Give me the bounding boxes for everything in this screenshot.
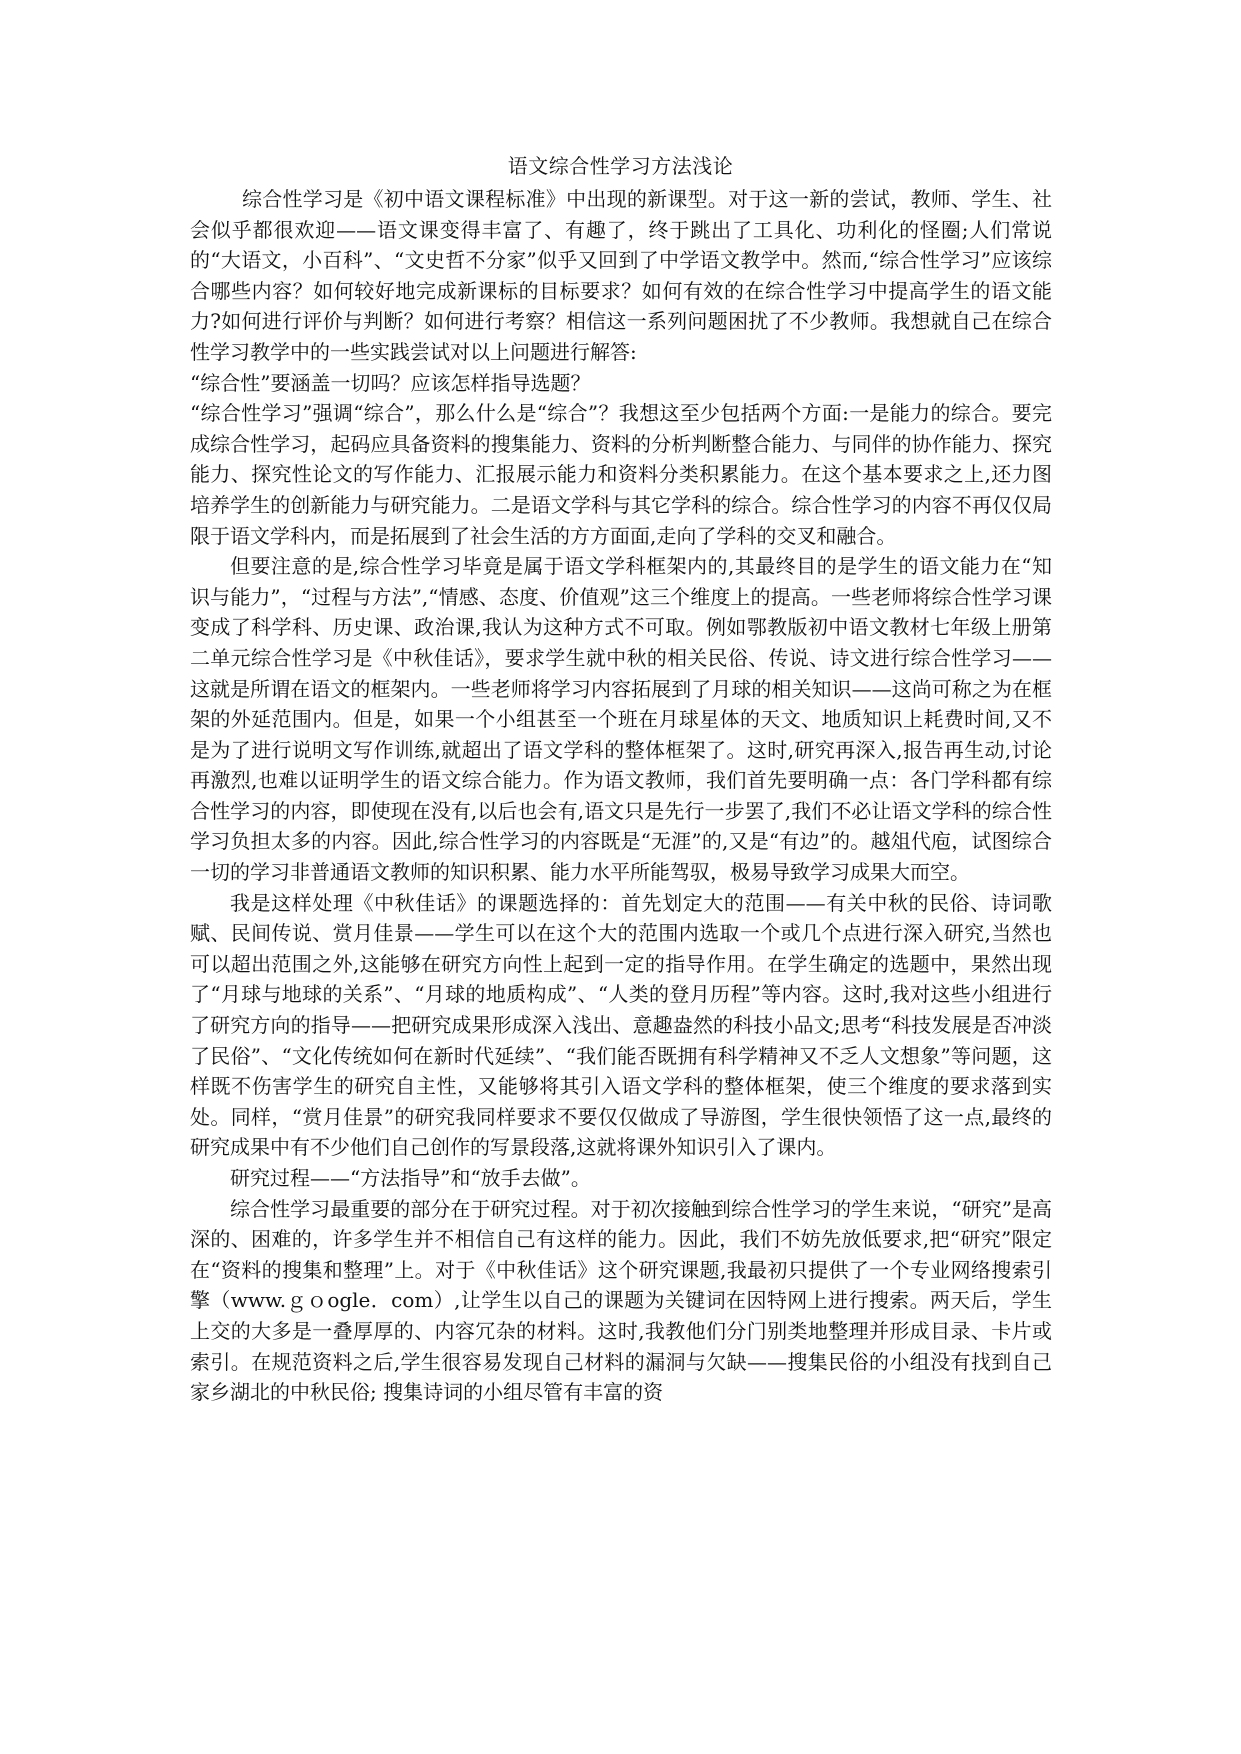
paragraph-topic-example: 我是这样处理《中秋佳话》的课题选择的：首先划定大的范围——有关中秋的民俗、诗词歌赋、民间传说、赏月佳景——学生可以在这个大的范围内选取一个或几个点进行深入研究,当然也可以超出范围之外,这能够在研究方向性上起到一定的指导作用。在学生确定的选题中，果然出现了“月球与地球的关系”、“月球的地质构成”、“人类的登月历程”等内容。这时,我对这些小组进行了研究方向的指导——把研究成果形成深入浅出、意趣盎然的科技小品文;思考“科技发展是否冲淡了民俗”、“文化传统如何在新时代延续”、“我们能否既拥有科学精神又不乏人文想象”等问题，这样既不伤害学生的研究自主性，又能够将其引入语文学科的整体框架，使三个维度的要求落到实处。同样，“赏月佳景”的研究我同样要求不要仅仅做成了导游图，学生很快领悟了这一点,最终的研究成果中有不少他们自己创作的写景段落,这就将课外知识引入了课内。 <box>190 890 1052 1160</box>
document-title: 语文综合性学习方法浅论 <box>507 154 734 178</box>
paragraph-intro: 综合性学习是《初中语文课程标准》中出现的新课型。对于这一新的尝试，教师、学生、社会似乎都很欢迎——语文课变得丰富了、有趣了，终于跳出了工具化、功利化的怪圈;人们常说的“大语文，小百科”、“文史哲不分家”似乎又回到了中学语文教学中。然而,“综合性学习”应该综合哪些内容？如何较好地完成新课标的目标要求？如何有效的在综合性学习中提高学生的语文能力?如何进行评价与判断？如何进行考察？相信这一系列问题困扰了不少教师。我想就自己在综合性学习教学中的一些实践尝试对以上问题进行解答: <box>190 187 1052 364</box>
paragraph-comprehensive-definition: “综合性学习”强调“综合”，那么什么是“综合”？我想这至少包括两个方面:一是能力的综合。要完成综合性学习，起码应具备资料的搜集能力、资料的分析判断整合能力、与同伴的协作能力、探究能力、探究性论文的写作能力、汇报展示能力和资料分类积累能力。在这个基本要求之上,还力图培养学生的创新能力与研究能力。二是语文学科与其它学科的综合。综合性学习的内容不再仅仅局限于语文学科内，而是拓展到了社会生活的方方面面,走向了学科的交叉和融合。 <box>190 401 1052 548</box>
section-heading-research-process: 研究过程——“方法指导”和“放手去做”。 <box>230 1166 591 1190</box>
paragraph-research-process: 综合性学习最重要的部分在于研究过程。对于初次接触到综合性学习的学生来说，“研究”是高深的、困难的，许多学生并不相信自己有这样的能力。因此，我们不妨先放低要求,把“研究”限定在“资料的搜集和整理”上。对于《中秋佳话》这个研究课题,我最初只提供了一个专业网络搜索引擎（www.ｇｏogle．com）,让学生以自己的课题为关键词在因特网上进行搜索。两天后，学生上交的大多是一叠厚厚的、内容冗杂的材料。这时,我教他们分门别类地整理并形成目录、卡片或索引。在规范资料之后,学生很容易发现自己材料的漏洞与欠缺——搜集民俗的小组没有找到自己家乡湖北的中秋民俗; 搜集诗词的小组尽管有丰富的资 <box>190 1196 1052 1405</box>
section-heading-topic-selection: “综合性”要涵盖一切吗？应该怎样指导选题？ <box>190 370 591 395</box>
paragraph-framework: 但要注意的是,综合性学习毕竟是属于语文学科框架内的,其最终目的是学生的语文能力在“知识与能力”，“过程与方法”,“情感、态度、价值观”这三个维度上的提高。一些老师将综合性学习课变成了科学科、历史课、政治课,我认为这种方式不可取。例如鄂教版初中语文教材七年级上册第二单元综合性学习是《中秋佳话》，要求学生就中秋的相关民俗、传说、诗文进行综合性学习——这就是所谓在语文的框架内。一些老师将学习内容拓展到了月球的相关知识——这尚可称之为在框架的外延范围内。但是，如果一个小组甚至一个班在月球星体的天文、地质知识上耗费时间,又不是为了进行说明文写作训练,就超出了语文学科的整体框架了。这时,研究再深入,报告再生动,讨论再激烈,也难以证明学生的语文综合能力。作为语文教师，我们首先要明确一点：各门学科都有综合性学习的内容，即使现在没有,以后也会有,语文只是先行一步罢了,我们不必让语文学科的综合性学习负担太多的内容。因此,综合性学习的内容既是“无涯”的,又是“有边”的。越俎代庖，试图综合一切的学习非普通语文教师的知识积累、能力水平所能驾驭，极易导致学习成果大而空。 <box>190 554 1052 885</box>
document-body <box>190 184 1052 1408</box>
